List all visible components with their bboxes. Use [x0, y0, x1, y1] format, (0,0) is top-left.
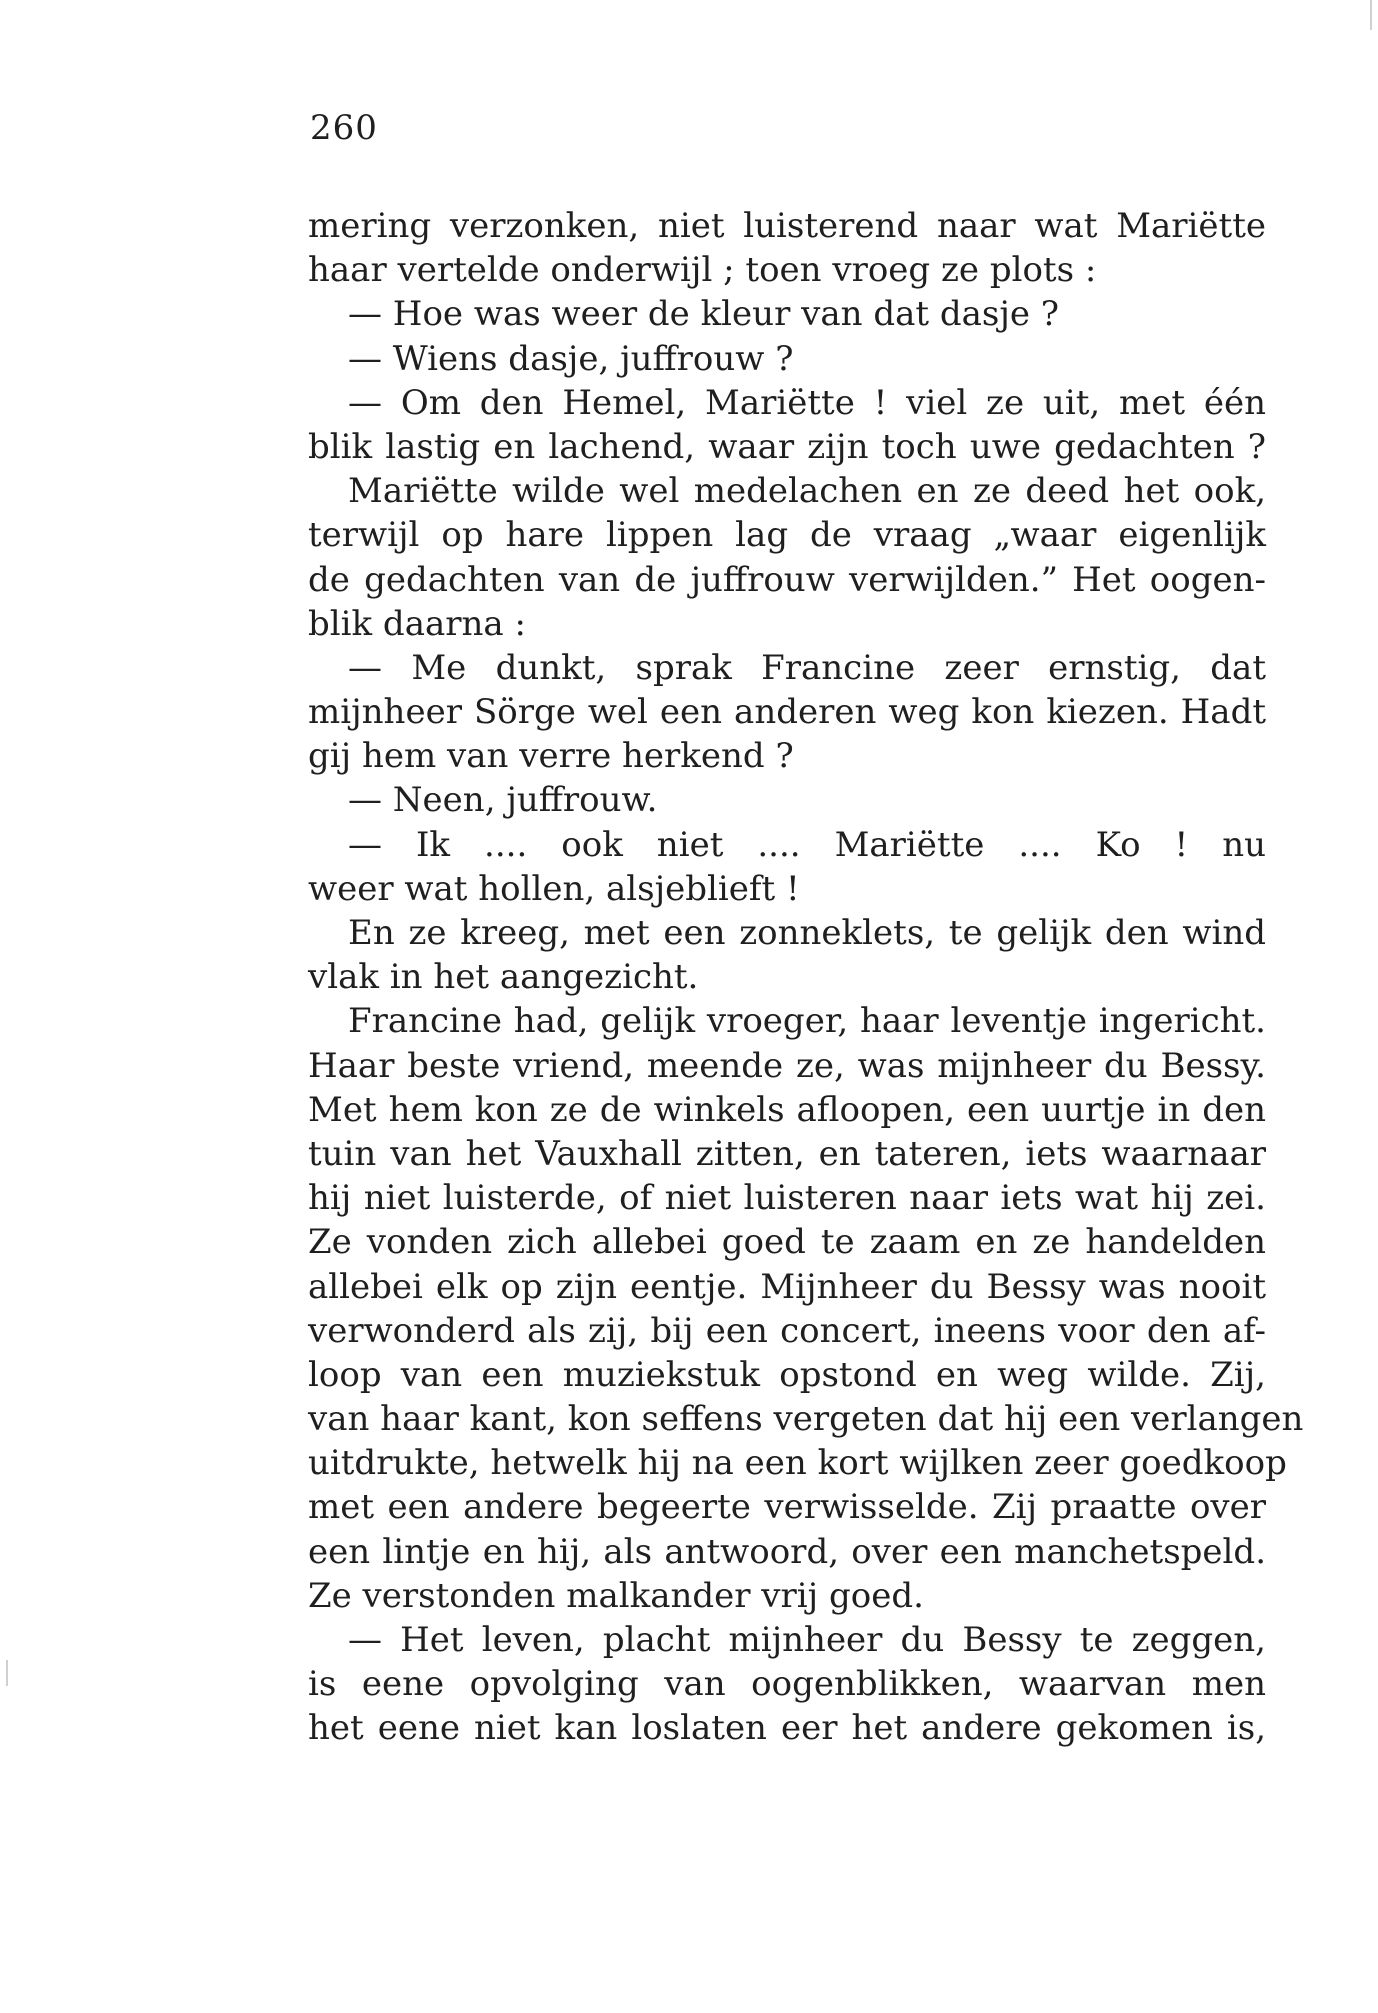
text-line: mering verzonken, niet luisterend naar wat Mariëtte — [308, 206, 1266, 246]
scan-edge-mark — [6, 1660, 8, 1686]
text-line: de gedachten van de juffrouw verwijlden.” Het oogen- — [308, 559, 1266, 600]
text-line: hij niet luisterde, of niet luisteren naar iets wat hij zei. — [308, 1178, 1266, 1219]
text-line: gij hem van verre herkend ? — [308, 736, 794, 777]
dialogue-line: — Neen, juffrouw. — [348, 780, 658, 821]
text-line: vlak in het aangezicht. — [308, 957, 699, 998]
scan-edge-mark — [1370, 0, 1372, 30]
text-line: verwonderd als zij, bij een concert, ineens voor den af- — [308, 1310, 1266, 1351]
body-text — [308, 204, 1304, 1751]
text-line: mijnheer Sörge wel een anderen weg kon kiezen. Hadt — [308, 692, 1266, 733]
text-line: loop van een muziekstuk opstond en weg wilde. Zij, — [308, 1354, 1266, 1395]
text-line: haar vertelde onderwijl ; toen vroeg ze plots : — [308, 250, 1097, 291]
text-line: met een andere begeerte verwisselde. Zij praatte over — [308, 1487, 1266, 1528]
text-line: Ze verstonden malkander vrij goed. — [308, 1575, 924, 1616]
text-line: is eene opvolging van oogenblikken, waarvan men — [308, 1664, 1266, 1705]
dialogue-line: — Wiens dasje, juffrouw ? — [348, 338, 794, 379]
text-line: Ze vonden zich allebei goed te zaam en ze handelden — [308, 1222, 1266, 1263]
dialogue-line: — Hoe was weer de kleur van dat dasje ? — [348, 294, 1060, 335]
dialogue-line: — Ik .... ook niet .... Mariëtte .... Ko ! nu — [348, 824, 1266, 865]
text-line: het eene niet kan loslaten eer het andere gekomen is, — [308, 1708, 1266, 1749]
text-line: weer wat hollen, alsjeblieft ! — [308, 868, 800, 909]
text-line: allebei elk op zijn eentje. Mijnheer du Bessy was nooit — [308, 1266, 1266, 1307]
dialogue-line: — Me dunkt, sprak Francine zeer ernstig, dat — [348, 647, 1266, 688]
dialogue-line: — Het leven, placht mijnheer du Bessy te zeggen, — [348, 1620, 1266, 1660]
dialogue-line: — Om den Hemel, Mariëtte ! viel ze uit, met één — [348, 382, 1266, 423]
text-line: blik daarna : — [308, 603, 526, 644]
text-line: terwijl op hare lippen lag de vraag „waar eigenlijk — [308, 515, 1266, 556]
text-line: uitdrukte, hetwelk hij na een kort wijlken zeer goedkoop — [308, 1443, 1287, 1484]
paragraph-start-line: Mariëtte wilde wel medelachen en ze deed het ook, — [348, 471, 1266, 512]
paragraph-start-line: En ze kreeg, met een zonneklets, te gelijk den wind — [348, 913, 1266, 953]
text-line: Haar beste vriend, meende ze, was mijnheer du Bessy. — [308, 1045, 1266, 1086]
page-number: 260 — [310, 108, 378, 148]
text-line: van haar kant, kon seffens vergeten dat hij een verlangen — [308, 1399, 1304, 1440]
text-line: tuin van het Vauxhall zitten, en tateren, iets waarnaar — [308, 1133, 1266, 1174]
text-line: Met hem kon ze de winkels afloopen, een uurtje in den — [308, 1089, 1266, 1130]
paragraph-start-line: Francine had, gelijk vroeger, haar leventje ingericht. — [348, 1001, 1266, 1042]
text-line: een lintje en hij, als antwoord, over een manchetspeld. — [308, 1531, 1266, 1572]
text-line: blik lastig en lachend, waar zijn toch uwe gedachten ? — [308, 426, 1266, 467]
